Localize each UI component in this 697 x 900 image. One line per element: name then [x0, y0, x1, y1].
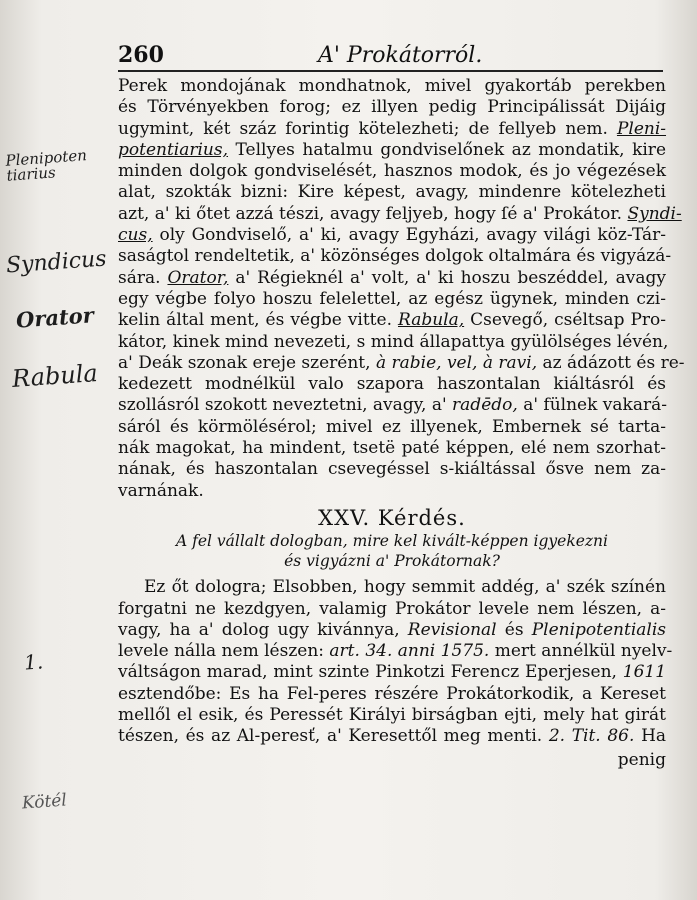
text-line: [118, 225, 666, 246]
text-line: varnának.: [118, 480, 204, 501]
latin-etymology: à rabie, vel, à ravi,: [375, 352, 538, 373]
text-line: [118, 119, 666, 140]
text-line: és Törvényekben forog; ez illyen pedig Principálissát Dijáig: [118, 97, 666, 118]
term-rabula: Rabula,: [398, 310, 465, 331]
term-syndicus: Syndi-: [627, 203, 682, 224]
text-line: [118, 641, 673, 662]
text-segment: a' fülnek vakará-: [523, 395, 667, 416]
section-heading: XXV. Kérdés.: [318, 505, 466, 530]
text-line: nák magokat, ha mindent, tsetë paté képpen, elé nem szorhat-: [118, 438, 666, 459]
text-line: Ez őt dologra; Elsobben, hogy semmit addég, a' szék színén: [144, 577, 666, 598]
text-segment: a' Régieknél a' volt, a' ki hoszu beszéddel, avagy: [235, 267, 666, 288]
text-line: esztendőbe: Es ha Fel-peres részére Prokátorkodik, a Kereset: [118, 683, 666, 704]
text-line: mellől el esik, és Peressét Királyi birságban ejti, mely hat girát: [118, 705, 666, 726]
text-line: kátor, kinek mind nevezeti, s mind állapattya gyülölséges lévén,: [118, 331, 669, 352]
margin-note-orator: Orator: [15, 302, 95, 333]
text-line: [118, 726, 666, 747]
section-question-cont: és vigyázni a' Prokátornak?: [284, 552, 500, 571]
text-line: saságtol rendeltetik, a' közönséges dolgok oltalmára és vigyázá-: [118, 246, 672, 267]
text-segment: a' Deák szonak ereje szerént,: [118, 352, 371, 373]
text-segment: vagy, ha a' dolog ugy kivánnya,: [118, 619, 400, 640]
text-segment: kelin által ment, és végbe vitte.: [118, 310, 392, 331]
text-line: [118, 395, 666, 416]
page-body: [118, 76, 685, 771]
text-line: [118, 310, 666, 331]
text-segment: Ha: [641, 726, 667, 747]
page-header: [118, 40, 663, 72]
term-revisional: Revisional: [407, 619, 497, 640]
legal-citation: 2. Tit. 86.: [548, 726, 635, 747]
text-segment: Csevegő, cséltsap Pro-: [470, 310, 666, 331]
text-line: kedezett modnélkül valo szapora haszontalan kiáltásról és: [118, 374, 666, 395]
text-line: [118, 662, 666, 683]
term-plenipotentiarius-cont: potentiarius,: [118, 139, 229, 160]
text-line: minden dolgok gondviselését, hasznos modok, és jo végezések: [118, 161, 666, 182]
section-question: A fel vállalt dologban, mire kel kivált-képpen igyekezni: [175, 532, 608, 551]
term-orator: Orator,: [167, 267, 229, 288]
text-line: [118, 620, 666, 641]
margin-note-faded: Kötél: [21, 790, 68, 814]
paragraph-prokator-types: [118, 76, 685, 502]
text-segment: az ádázott és re-: [542, 352, 685, 373]
text-line: Perek mondojának mondhatnok, mivel gyakortáb perekben: [118, 76, 666, 96]
legal-citation: art. 34. anni 1575.: [329, 641, 490, 662]
catchword: penig: [617, 749, 666, 770]
margin-note-number: 1.: [23, 649, 44, 675]
text-segment: sára.: [118, 267, 161, 288]
text-line: [118, 203, 682, 225]
margin-note-rabula: Rabula: [11, 359, 99, 393]
text-segment: Tellyes hatalmu gondviselőnek az mondatik, kire: [235, 139, 666, 160]
text-line: alat, szokták bizni: Kire képest, avagy, mindenre kötelezheti: [118, 182, 666, 203]
text-segment: oly Gondviselő, a' ki, avagy Egyházi, avagy világi köz-Tár-: [159, 225, 667, 246]
page-number: 260: [118, 42, 164, 68]
text-segment: és: [504, 619, 524, 640]
text-segment: azt, a' ki őtet azzá tészi, avagy feljyeb, hogy ſé a' Prokátor.: [118, 203, 623, 224]
text-line: forgatni ne kezdgyen, valamig Prokátor levele nem lészen, a-: [118, 598, 666, 619]
text-segment: váltságon marad, mint szinte Pinkotzi Ferencz Eperjesen,: [118, 662, 617, 683]
text-segment: tészen, és az Al-peresť, a' Keresettől meg menti.: [118, 726, 543, 747]
running-title: A' Prokátorról.: [318, 43, 483, 68]
text-segment: ugymint, két száz forintig kötelezheti; de fellyeb nem.: [118, 118, 608, 139]
text-line: [118, 140, 666, 161]
year-citation: 1611: [622, 662, 667, 683]
text-segment: levele nálla nem lészen:: [118, 641, 325, 662]
text-segment: szollásról szokott neveztetni, avagy, a': [118, 395, 447, 416]
term-plenipotentiarius: Pleni-: [616, 118, 667, 139]
paragraph-answer: [118, 577, 673, 771]
text-line: [118, 268, 666, 289]
text-line: egy végbe folyo hoszu felelettel, az egész ügynek, minden czi-: [118, 288, 666, 309]
term-plenipotentialis: Plenipotentialis: [531, 619, 667, 640]
text-segment: mert annélkül nyelv-: [494, 641, 673, 662]
margin-note-syndicus: Syndicus: [5, 246, 108, 279]
latin-etymology: radēdo,: [452, 395, 518, 416]
text-line: nának, és haszontalan csevegéssel s-kiáltással ősve nem za-: [118, 459, 666, 480]
margin-note-plenipotentiarius: Plenipoten tiarius: [4, 146, 88, 185]
text-line: [118, 352, 685, 374]
text-line: sáról és körmölésérol; mivel ez illyenek, Embernek sé tarta-: [118, 416, 666, 437]
term-syndicus-cont: cus,: [118, 225, 153, 246]
